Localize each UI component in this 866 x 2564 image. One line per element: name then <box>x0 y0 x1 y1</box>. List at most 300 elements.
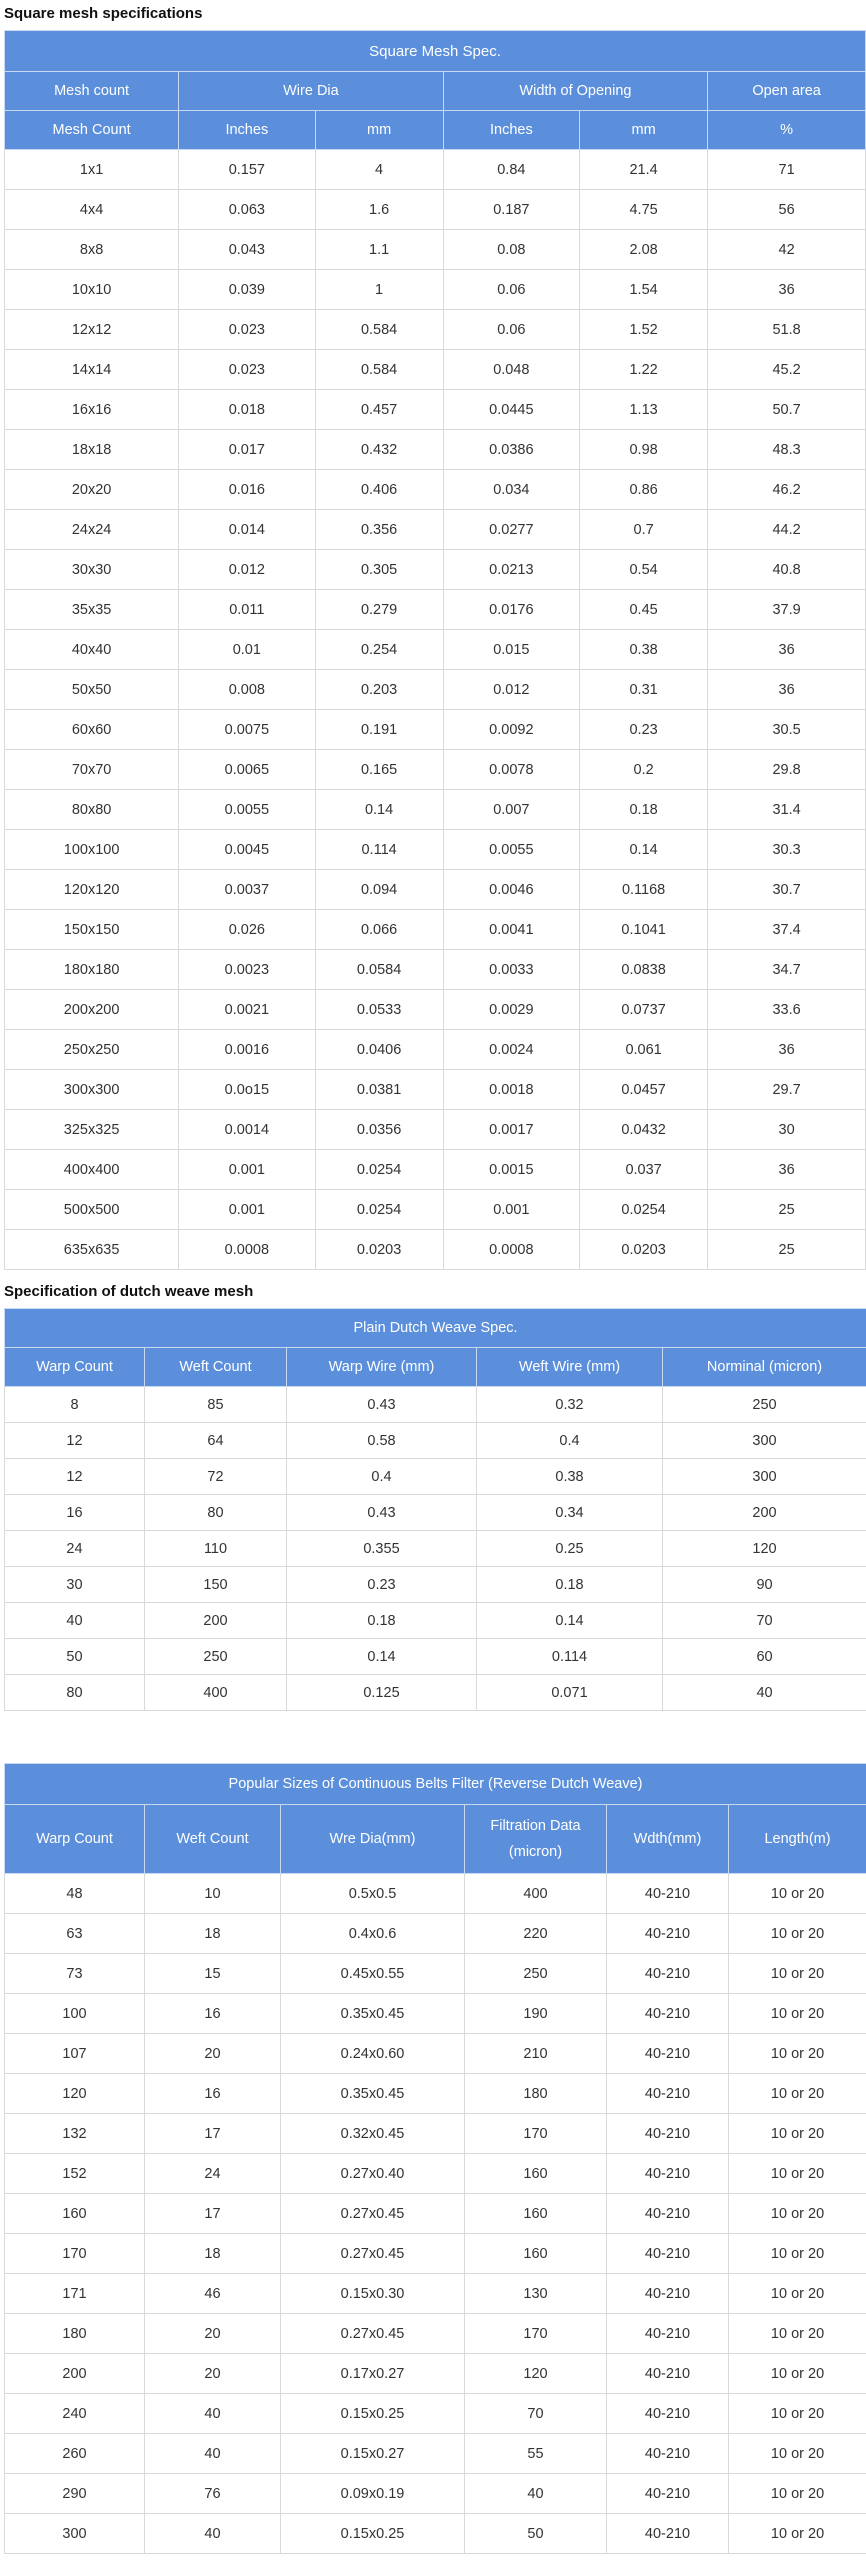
table-cell: 40-210 <box>607 2274 729 2314</box>
table-cell: 10 or 20 <box>729 2034 866 2074</box>
table-cell: 30.7 <box>708 870 866 910</box>
table-cell: 12 <box>5 1459 145 1495</box>
table-cell: 40.8 <box>708 550 866 590</box>
plain-dutch-weave-caption: Plain Dutch Weave Spec. <box>5 1309 866 1348</box>
table-cell: 0.23 <box>580 710 708 750</box>
table-cell: 0.356 <box>315 510 443 550</box>
table-cell: 0.0356 <box>315 1110 443 1150</box>
table-cell: 0.012 <box>179 550 315 590</box>
table-cell: 44.2 <box>708 510 866 550</box>
table-cell: 400 <box>145 1675 287 1711</box>
table-cell: 0.305 <box>315 550 443 590</box>
table-row <box>5 2474 866 2514</box>
table-cell: 0.0016 <box>179 1030 315 1070</box>
table-cell: 0.0008 <box>179 1230 315 1270</box>
table-cell: 150x150 <box>5 910 179 950</box>
table-row <box>5 2314 866 2354</box>
table-cell: 0.27x0.45 <box>281 2194 465 2234</box>
table-row <box>5 1531 866 1567</box>
table-cell: 0.27x0.40 <box>281 2154 465 2194</box>
table-cell: 0.0457 <box>580 1070 708 1110</box>
table-row <box>5 390 866 430</box>
square-mesh-section-title: Square mesh specifications <box>4 5 203 22</box>
table-cell: 0.45 <box>580 590 708 630</box>
table-cell: 35x35 <box>5 590 179 630</box>
table-row <box>5 470 866 510</box>
table-cell: 0.38 <box>580 630 708 670</box>
table-cell: 0.18 <box>580 790 708 830</box>
header-nominal-micron: Norminal (micron) <box>663 1348 866 1387</box>
table-cell: 0.0041 <box>443 910 579 950</box>
table-cell: 200 <box>663 1495 866 1531</box>
table-cell: 10 or 20 <box>729 2474 866 2514</box>
table-cell: 40-210 <box>607 2194 729 2234</box>
table-cell: 40 <box>663 1675 866 1711</box>
table-cell: 160 <box>465 2154 607 2194</box>
table-cell: 0.066 <box>315 910 443 950</box>
table-cell: 0.018 <box>179 390 315 430</box>
table-cell: 24x24 <box>5 510 179 550</box>
table-cell: 60 <box>663 1639 866 1675</box>
table-cell: 48.3 <box>708 430 866 470</box>
table-cell: 0.017 <box>179 430 315 470</box>
table-cell: 0.039 <box>179 270 315 310</box>
table-cell: 10 or 20 <box>729 2514 866 2554</box>
table-cell: 0.254 <box>315 630 443 670</box>
table-cell: 0.015 <box>443 630 579 670</box>
table-cell: 0.14 <box>315 790 443 830</box>
table-cell: 36 <box>708 1150 866 1190</box>
header-warp-count: Warp Count <box>5 1805 145 1874</box>
table-cell: 0.094 <box>315 870 443 910</box>
table-row <box>5 990 866 1030</box>
table-cell: 400x400 <box>5 1150 179 1190</box>
table-cell: 0.165 <box>315 750 443 790</box>
table-row <box>5 670 866 710</box>
table-cell: 14x14 <box>5 350 179 390</box>
table-cell: 0.15x0.25 <box>281 2394 465 2434</box>
table-cell: 0.034 <box>443 470 579 510</box>
table-cell: 71 <box>708 150 866 190</box>
table-cell: 0.0277 <box>443 510 579 550</box>
table-row <box>5 150 866 190</box>
table-cell: 300 <box>5 2514 145 2554</box>
table-cell: 10 or 20 <box>729 2354 866 2394</box>
table-cell: 70 <box>663 1603 866 1639</box>
table-row <box>5 1459 866 1495</box>
table-cell: 64 <box>145 1423 287 1459</box>
table-row <box>5 190 866 230</box>
table-cell: 0.0015 <box>443 1150 579 1190</box>
table-cell: 8 <box>5 1387 145 1423</box>
table-cell: 200x200 <box>5 990 179 1030</box>
table-cell: 1.54 <box>580 270 708 310</box>
header-warp-count: Warp Count <box>5 1348 145 1387</box>
table-row <box>5 710 866 750</box>
table-cell: 170 <box>465 2314 607 2354</box>
table-cell: 40-210 <box>607 1874 729 1914</box>
table-cell: 0.0008 <box>443 1230 579 1270</box>
table-cell: 40-210 <box>607 2354 729 2394</box>
table-cell: 0.14 <box>287 1639 477 1675</box>
table-cell: 1.52 <box>580 310 708 350</box>
table-cell: 10 or 20 <box>729 2154 866 2194</box>
table-cell: 635x635 <box>5 1230 179 1270</box>
table-cell: 80x80 <box>5 790 179 830</box>
table-row <box>5 1150 866 1190</box>
table-cell: 0.0023 <box>179 950 315 990</box>
table-cell: 36 <box>708 270 866 310</box>
table-cell: 0.14 <box>477 1603 663 1639</box>
table-cell: 40 <box>465 2474 607 2514</box>
table-cell: 0.0254 <box>580 1190 708 1230</box>
table-cell: 0.037 <box>580 1150 708 1190</box>
table-cell: 0.457 <box>315 390 443 430</box>
table-row <box>5 2354 866 2394</box>
table-cell: 0.043 <box>179 230 315 270</box>
table-row <box>5 790 866 830</box>
table-cell: 250 <box>663 1387 866 1423</box>
table-cell: 50 <box>465 2514 607 2554</box>
table-cell: 0.06 <box>443 310 579 350</box>
table-cell: 0.0014 <box>179 1110 315 1150</box>
table-cell: 325x325 <box>5 1110 179 1150</box>
table-cell: 0.35x0.45 <box>281 2074 465 2114</box>
table-row <box>5 2394 866 2434</box>
table-cell: 0.0381 <box>315 1070 443 1110</box>
table-cell: 190 <box>465 1994 607 2034</box>
table-cell: 150 <box>145 1567 287 1603</box>
table-cell: 0.355 <box>287 1531 477 1567</box>
table-row <box>5 870 866 910</box>
table-row <box>5 950 866 990</box>
table-row <box>5 590 866 630</box>
table-cell: 0.0033 <box>443 950 579 990</box>
table-cell: 36 <box>708 630 866 670</box>
table-cell: 0.35x0.45 <box>281 1994 465 2034</box>
table-cell: 120x120 <box>5 870 179 910</box>
header-length: Length(m) <box>729 1805 866 1874</box>
table-cell: 0.06 <box>443 270 579 310</box>
sub-header-opening-inches: Inches <box>443 111 579 150</box>
table-cell: 0.012 <box>443 670 579 710</box>
table-cell: 24 <box>5 1531 145 1567</box>
table-row <box>5 2274 866 2314</box>
table-cell: 132 <box>5 2114 145 2154</box>
table-cell: 0.0254 <box>315 1190 443 1230</box>
table-cell: 0.0055 <box>443 830 579 870</box>
table-cell: 40-210 <box>607 1954 729 1994</box>
table-cell: 46 <box>145 2274 281 2314</box>
table-cell: 10x10 <box>5 270 179 310</box>
table-cell: 70x70 <box>5 750 179 790</box>
table-cell: 40-210 <box>607 2394 729 2434</box>
table-cell: 21.4 <box>580 150 708 190</box>
table-cell: 15 <box>145 1954 281 1994</box>
table-cell: 0.0078 <box>443 750 579 790</box>
header-weft-count: Weft Count <box>145 1805 281 1874</box>
table-cell: 0.0533 <box>315 990 443 1030</box>
table-cell: 0.0018 <box>443 1070 579 1110</box>
table-row <box>5 1874 866 1914</box>
table-cell: 170 <box>465 2114 607 2154</box>
table-cell: 16 <box>145 1994 281 2034</box>
table-cell: 0.0176 <box>443 590 579 630</box>
table-cell: 0.001 <box>179 1150 315 1190</box>
table-cell: 130 <box>465 2274 607 2314</box>
table-cell: 0.0203 <box>315 1230 443 1270</box>
header-warp-wire: Warp Wire (mm) <box>287 1348 477 1387</box>
table-cell: 0.1041 <box>580 910 708 950</box>
table-cell: 0.32 <box>477 1387 663 1423</box>
table-cell: 70 <box>465 2394 607 2434</box>
table-cell: 10 or 20 <box>729 2234 866 2274</box>
table-cell: 36 <box>708 1030 866 1070</box>
table-cell: 36 <box>708 670 866 710</box>
table-cell: 76 <box>145 2474 281 2514</box>
table-cell: 0.432 <box>315 430 443 470</box>
table-cell: 0.191 <box>315 710 443 750</box>
table-cell: 0.0737 <box>580 990 708 1030</box>
table-cell: 0.0432 <box>580 1110 708 1150</box>
table-cell: 10 <box>145 1874 281 1914</box>
table-row <box>5 2194 866 2234</box>
table-cell: 160 <box>5 2194 145 2234</box>
sub-header-wire-inches: Inches <box>179 111 315 150</box>
table-cell: 20 <box>145 2354 281 2394</box>
table-cell: 40 <box>145 2514 281 2554</box>
table-cell: 8x8 <box>5 230 179 270</box>
table-row <box>5 2234 866 2274</box>
table-cell: 63 <box>5 1914 145 1954</box>
continuous-belts-caption: Popular Sizes of Continuous Belts Filter (Reverse Dutch Weave) <box>5 1764 866 1805</box>
table-cell: 17 <box>145 2194 281 2234</box>
table-cell: 0.0045 <box>179 830 315 870</box>
table-cell: 80 <box>145 1495 287 1531</box>
table-cell: 0.0406 <box>315 1030 443 1070</box>
table-row <box>5 1230 866 1270</box>
table-cell: 0.4x0.6 <box>281 1914 465 1954</box>
table-cell: 0.023 <box>179 350 315 390</box>
table-cell: 85 <box>145 1387 287 1423</box>
table-cell: 0.0065 <box>179 750 315 790</box>
table-cell: 1.22 <box>580 350 708 390</box>
table-row <box>5 2514 866 2554</box>
table-cell: 0.0021 <box>179 990 315 1030</box>
table-cell: 100x100 <box>5 830 179 870</box>
table-cell: 0.15x0.27 <box>281 2434 465 2474</box>
table-cell: 20 <box>145 2314 281 2354</box>
table-row <box>5 350 866 390</box>
table-cell: 300 <box>663 1459 866 1495</box>
table-row <box>5 1110 866 1150</box>
table-cell: 40-210 <box>607 2514 729 2554</box>
table-cell: 0.24x0.60 <box>281 2034 465 2074</box>
table-cell: 0.0386 <box>443 430 579 470</box>
table-cell: 180 <box>5 2314 145 2354</box>
table-cell: 16 <box>5 1495 145 1531</box>
table-cell: 50 <box>5 1639 145 1675</box>
header-weft-count: Weft Count <box>145 1348 287 1387</box>
table-cell: 0.0029 <box>443 990 579 1030</box>
sub-header-open-area-percent: % <box>708 111 866 150</box>
table-row <box>5 830 866 870</box>
table-cell: 0.026 <box>179 910 315 950</box>
table-cell: 0.584 <box>315 310 443 350</box>
table-row <box>5 1030 866 1070</box>
table-cell: 12 <box>5 1423 145 1459</box>
table-cell: 0.34 <box>477 1495 663 1531</box>
sub-header-wire-mm: mm <box>315 111 443 150</box>
table-row <box>5 1070 866 1110</box>
table-row <box>5 2434 866 2474</box>
table-row <box>5 310 866 350</box>
table-cell: 40-210 <box>607 2074 729 2114</box>
table-row <box>5 1994 866 2034</box>
table-cell: 0.01 <box>179 630 315 670</box>
table-cell: 0.08 <box>443 230 579 270</box>
table-cell: 0.27x0.45 <box>281 2314 465 2354</box>
table-cell: 0.157 <box>179 150 315 190</box>
table-cell: 250 <box>465 1954 607 1994</box>
table-row <box>5 910 866 950</box>
table-cell: 16x16 <box>5 390 179 430</box>
table-cell: 0.15x0.30 <box>281 2274 465 2314</box>
table-row <box>5 1495 866 1531</box>
table-cell: 260 <box>5 2434 145 2474</box>
table-cell: 180 <box>465 2074 607 2114</box>
table-cell: 0.203 <box>315 670 443 710</box>
table-cell: 0.014 <box>179 510 315 550</box>
table-cell: 0.58 <box>287 1423 477 1459</box>
header-width: Wdth(mm) <box>607 1805 729 1874</box>
table-cell: 0.09x0.19 <box>281 2474 465 2514</box>
table-cell: 210 <box>465 2034 607 2074</box>
table-cell: 30.3 <box>708 830 866 870</box>
table-cell: 0.016 <box>179 470 315 510</box>
table-cell: 40-210 <box>607 1994 729 2034</box>
table-cell: 120 <box>663 1531 866 1567</box>
table-cell: 20x20 <box>5 470 179 510</box>
dutch-weave-section-title: Specification of dutch weave mesh <box>4 1283 254 1300</box>
table-cell: 80 <box>5 1675 145 1711</box>
table-cell: 18x18 <box>5 430 179 470</box>
table-cell: 10 or 20 <box>729 2434 866 2474</box>
table-cell: 40-210 <box>607 2234 729 2274</box>
table-row <box>5 550 866 590</box>
table-cell: 0.54 <box>580 550 708 590</box>
table-cell: 0.98 <box>580 430 708 470</box>
table-cell: 0.0445 <box>443 390 579 430</box>
table-row <box>5 2034 866 2074</box>
table-cell: 0.001 <box>179 1190 315 1230</box>
table-cell: 40 <box>145 2394 281 2434</box>
table-cell: 110 <box>145 1531 287 1567</box>
table-cell: 0.32x0.45 <box>281 2114 465 2154</box>
table-cell: 0.0055 <box>179 790 315 830</box>
table-cell: 40-210 <box>607 2154 729 2194</box>
table-cell: 18 <box>145 2234 281 2274</box>
table-cell: 1x1 <box>5 150 179 190</box>
table-cell: 10 or 20 <box>729 1914 866 1954</box>
table-cell: 200 <box>5 2354 145 2394</box>
table-cell: 42 <box>708 230 866 270</box>
table-cell: 31.4 <box>708 790 866 830</box>
table-cell: 10 or 20 <box>729 1954 866 1994</box>
table-cell: 40 <box>145 2434 281 2474</box>
table-cell: 0.5x0.5 <box>281 1874 465 1914</box>
table-row <box>5 1954 866 1994</box>
table-cell: 220 <box>465 1914 607 1954</box>
table-row <box>5 1387 866 1423</box>
table-cell: 0.4 <box>477 1423 663 1459</box>
table-cell: 170 <box>5 2234 145 2274</box>
table-cell: 0.023 <box>179 310 315 350</box>
table-cell: 4x4 <box>5 190 179 230</box>
table-cell: 180x180 <box>5 950 179 990</box>
table-cell: 10 or 20 <box>729 2074 866 2114</box>
table-cell: 0.0024 <box>443 1030 579 1070</box>
table-cell: 0.008 <box>179 670 315 710</box>
table-cell: 0.007 <box>443 790 579 830</box>
table-row <box>5 1675 866 1711</box>
table-cell: 0.048 <box>443 350 579 390</box>
table-cell: 0.114 <box>315 830 443 870</box>
table-cell: 40x40 <box>5 630 179 670</box>
table-cell: 300x300 <box>5 1070 179 1110</box>
table-cell: 40-210 <box>607 1914 729 1954</box>
table-cell: 250x250 <box>5 1030 179 1070</box>
table-row <box>5 1603 866 1639</box>
table-cell: 25 <box>708 1230 866 1270</box>
group-header-mesh-count: Mesh count <box>5 72 179 111</box>
table-row <box>5 1423 866 1459</box>
table-cell: 18 <box>145 1914 281 1954</box>
table-cell: 240 <box>5 2394 145 2434</box>
table-cell: 1.13 <box>580 390 708 430</box>
square-mesh-table-body <box>5 150 866 1270</box>
table-cell: 55 <box>465 2434 607 2474</box>
table-row <box>5 1567 866 1603</box>
continuous-belts-table-body <box>5 1874 866 2554</box>
table-cell: 0.063 <box>179 190 315 230</box>
table-cell: 0.125 <box>287 1675 477 1711</box>
table-cell: 4.75 <box>580 190 708 230</box>
table-cell: 45.2 <box>708 350 866 390</box>
table-cell: 160 <box>465 2194 607 2234</box>
table-cell: 0.43 <box>287 1387 477 1423</box>
sub-header-opening-mm: mm <box>580 111 708 150</box>
table-cell: 0.38 <box>477 1459 663 1495</box>
table-row <box>5 430 866 470</box>
table-cell: 37.9 <box>708 590 866 630</box>
table-cell: 0.27x0.45 <box>281 2234 465 2274</box>
table-cell: 107 <box>5 2034 145 2074</box>
table-cell: 160 <box>465 2234 607 2274</box>
table-cell: 73 <box>5 1954 145 1994</box>
table-cell: 40-210 <box>607 2034 729 2074</box>
table-cell: 0.2 <box>580 750 708 790</box>
table-cell: 1 <box>315 270 443 310</box>
header-wire-dia: Wre Dia(mm) <box>281 1805 465 1874</box>
table-cell: 0.584 <box>315 350 443 390</box>
table-cell: 48 <box>5 1874 145 1914</box>
table-cell: 56 <box>708 190 866 230</box>
table-cell: 10 or 20 <box>729 2394 866 2434</box>
table-cell: 17 <box>145 2114 281 2154</box>
table-cell: 100 <box>5 1994 145 2034</box>
header-filtration-data: Filtration Data (micron) <box>465 1805 607 1874</box>
